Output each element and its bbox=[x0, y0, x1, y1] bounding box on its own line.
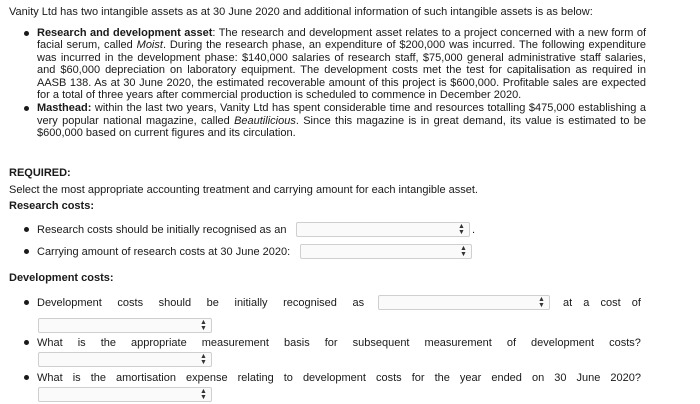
word: amortisation bbox=[116, 372, 176, 384]
word: costs bbox=[117, 297, 144, 309]
word: basis bbox=[284, 337, 310, 349]
word: for bbox=[324, 337, 338, 349]
word: measurement bbox=[201, 337, 269, 349]
word: What bbox=[37, 337, 63, 349]
select-arrows-icon: ▲ ▼ bbox=[200, 319, 207, 332]
word: ended bbox=[491, 372, 522, 384]
dev-q3-text bbox=[37, 371, 641, 385]
asset-masthead-emph: Beautilicious bbox=[234, 114, 296, 127]
word: relating bbox=[237, 372, 274, 384]
word: a bbox=[583, 297, 590, 309]
word: June bbox=[576, 372, 601, 384]
dev-q1-text bbox=[37, 296, 392, 310]
word: be bbox=[206, 297, 219, 309]
word: 30 bbox=[554, 372, 567, 384]
dev-q1-tail bbox=[563, 296, 641, 310]
word: should bbox=[158, 297, 192, 309]
asset-rd-title: Research and development asset bbox=[37, 27, 213, 39]
asset-rd-text-a: : The research and development asset relates to a project concerned with a new form of facial serum, called bbox=[37, 27, 646, 52]
select-arrows-icon: ▲ ▼ bbox=[538, 296, 545, 309]
select-arrows-icon: ▲ ▼ bbox=[460, 245, 467, 258]
asset-masthead-title: Masthead: bbox=[37, 102, 92, 115]
research-q2-select[interactable] bbox=[300, 244, 472, 259]
research-q1-text: Research costs should be initially recognised as an bbox=[37, 224, 287, 236]
research-q1-suffix: . bbox=[472, 224, 476, 236]
asset-masthead-text-b: . Since this magazine is in great demand, its value is estimated to be $600,000 based on current figures and its circulation. bbox=[37, 114, 646, 140]
word: on bbox=[531, 372, 545, 384]
word: at bbox=[563, 297, 573, 309]
required-heading: REQUIRED: bbox=[9, 167, 71, 179]
word: as bbox=[352, 297, 365, 309]
word: recognised bbox=[283, 297, 337, 309]
word: to bbox=[283, 372, 293, 384]
word: What bbox=[37, 372, 63, 384]
research-q1-select[interactable] bbox=[296, 222, 470, 237]
word: of bbox=[631, 297, 641, 309]
asset-masthead bbox=[24, 102, 646, 139]
word: Development bbox=[37, 297, 102, 309]
word: the bbox=[90, 372, 106, 384]
word: 2020? bbox=[610, 372, 641, 384]
asset-rd-emph: Moist bbox=[136, 39, 163, 52]
asset-masthead-text-a: within the last two years, Vanity Ltd has spent considerable time and resources totalling $475,000 establishing a very popular national magazine, called bbox=[37, 102, 646, 127]
research-heading: Research costs: bbox=[9, 200, 94, 212]
select-arrows-icon: ▲ ▼ bbox=[458, 223, 465, 236]
bullet bbox=[24, 336, 30, 350]
word: appropriate bbox=[131, 337, 187, 349]
word: cost bbox=[600, 297, 621, 309]
instruction-text: Select the most appropriate accounting treatment and carrying amount for each intangible asset. bbox=[9, 184, 478, 196]
word: year bbox=[459, 372, 482, 384]
bullet bbox=[24, 296, 30, 310]
word: development bbox=[302, 372, 366, 384]
word: initially bbox=[234, 297, 268, 309]
dev-q1-cost-select[interactable] bbox=[38, 318, 212, 333]
intro-text: Vanity Ltd has two intangible assets as at 30 June 2020 and additional information of such intangible assets is as below: bbox=[9, 6, 593, 18]
asset-rd-text-b: . During the research phase, an expenditure of $200,000 was incurred. The following expenditure was incurred in the development phase: $140,000 salaries of research staff, $75,000 general administrative staff salaries, and $60,000 depreciation on laboratory equipment. The development costs met the test for capitalisation as required in AASB 138. As at 30 June 2020, the estimated recoverable amount of this project is $600,000. Profitable sales are expected for a total of three years after commercial production is scheduled to commence in December 2020. bbox=[37, 39, 646, 102]
word: costs bbox=[375, 372, 402, 384]
word: of bbox=[506, 337, 517, 349]
asset-rd bbox=[24, 27, 646, 101]
asset-list bbox=[24, 27, 646, 141]
dev-q2-text bbox=[37, 336, 641, 350]
dev-q3-select[interactable] bbox=[38, 387, 212, 402]
dev-q1-select[interactable] bbox=[378, 295, 550, 310]
word: the bbox=[434, 372, 450, 384]
word: subsequent bbox=[352, 337, 410, 349]
research-q2-text: Carrying amount of research costs at 30 June 2020: bbox=[37, 246, 291, 258]
development-heading: Development costs: bbox=[9, 272, 114, 284]
word: development bbox=[531, 337, 595, 349]
dev-q2-select[interactable] bbox=[38, 352, 212, 367]
word: measurement bbox=[424, 337, 492, 349]
word: costs? bbox=[609, 337, 641, 349]
bullet bbox=[24, 223, 30, 237]
word: expense bbox=[185, 372, 228, 384]
bullet bbox=[24, 371, 30, 385]
select-arrows-icon: ▲ ▼ bbox=[200, 388, 207, 401]
bullet bbox=[24, 245, 30, 259]
word: the bbox=[100, 337, 116, 349]
select-arrows-icon: ▲ ▼ bbox=[200, 353, 207, 366]
word: for bbox=[411, 372, 425, 384]
word: is bbox=[72, 372, 81, 384]
word: is bbox=[77, 337, 86, 349]
